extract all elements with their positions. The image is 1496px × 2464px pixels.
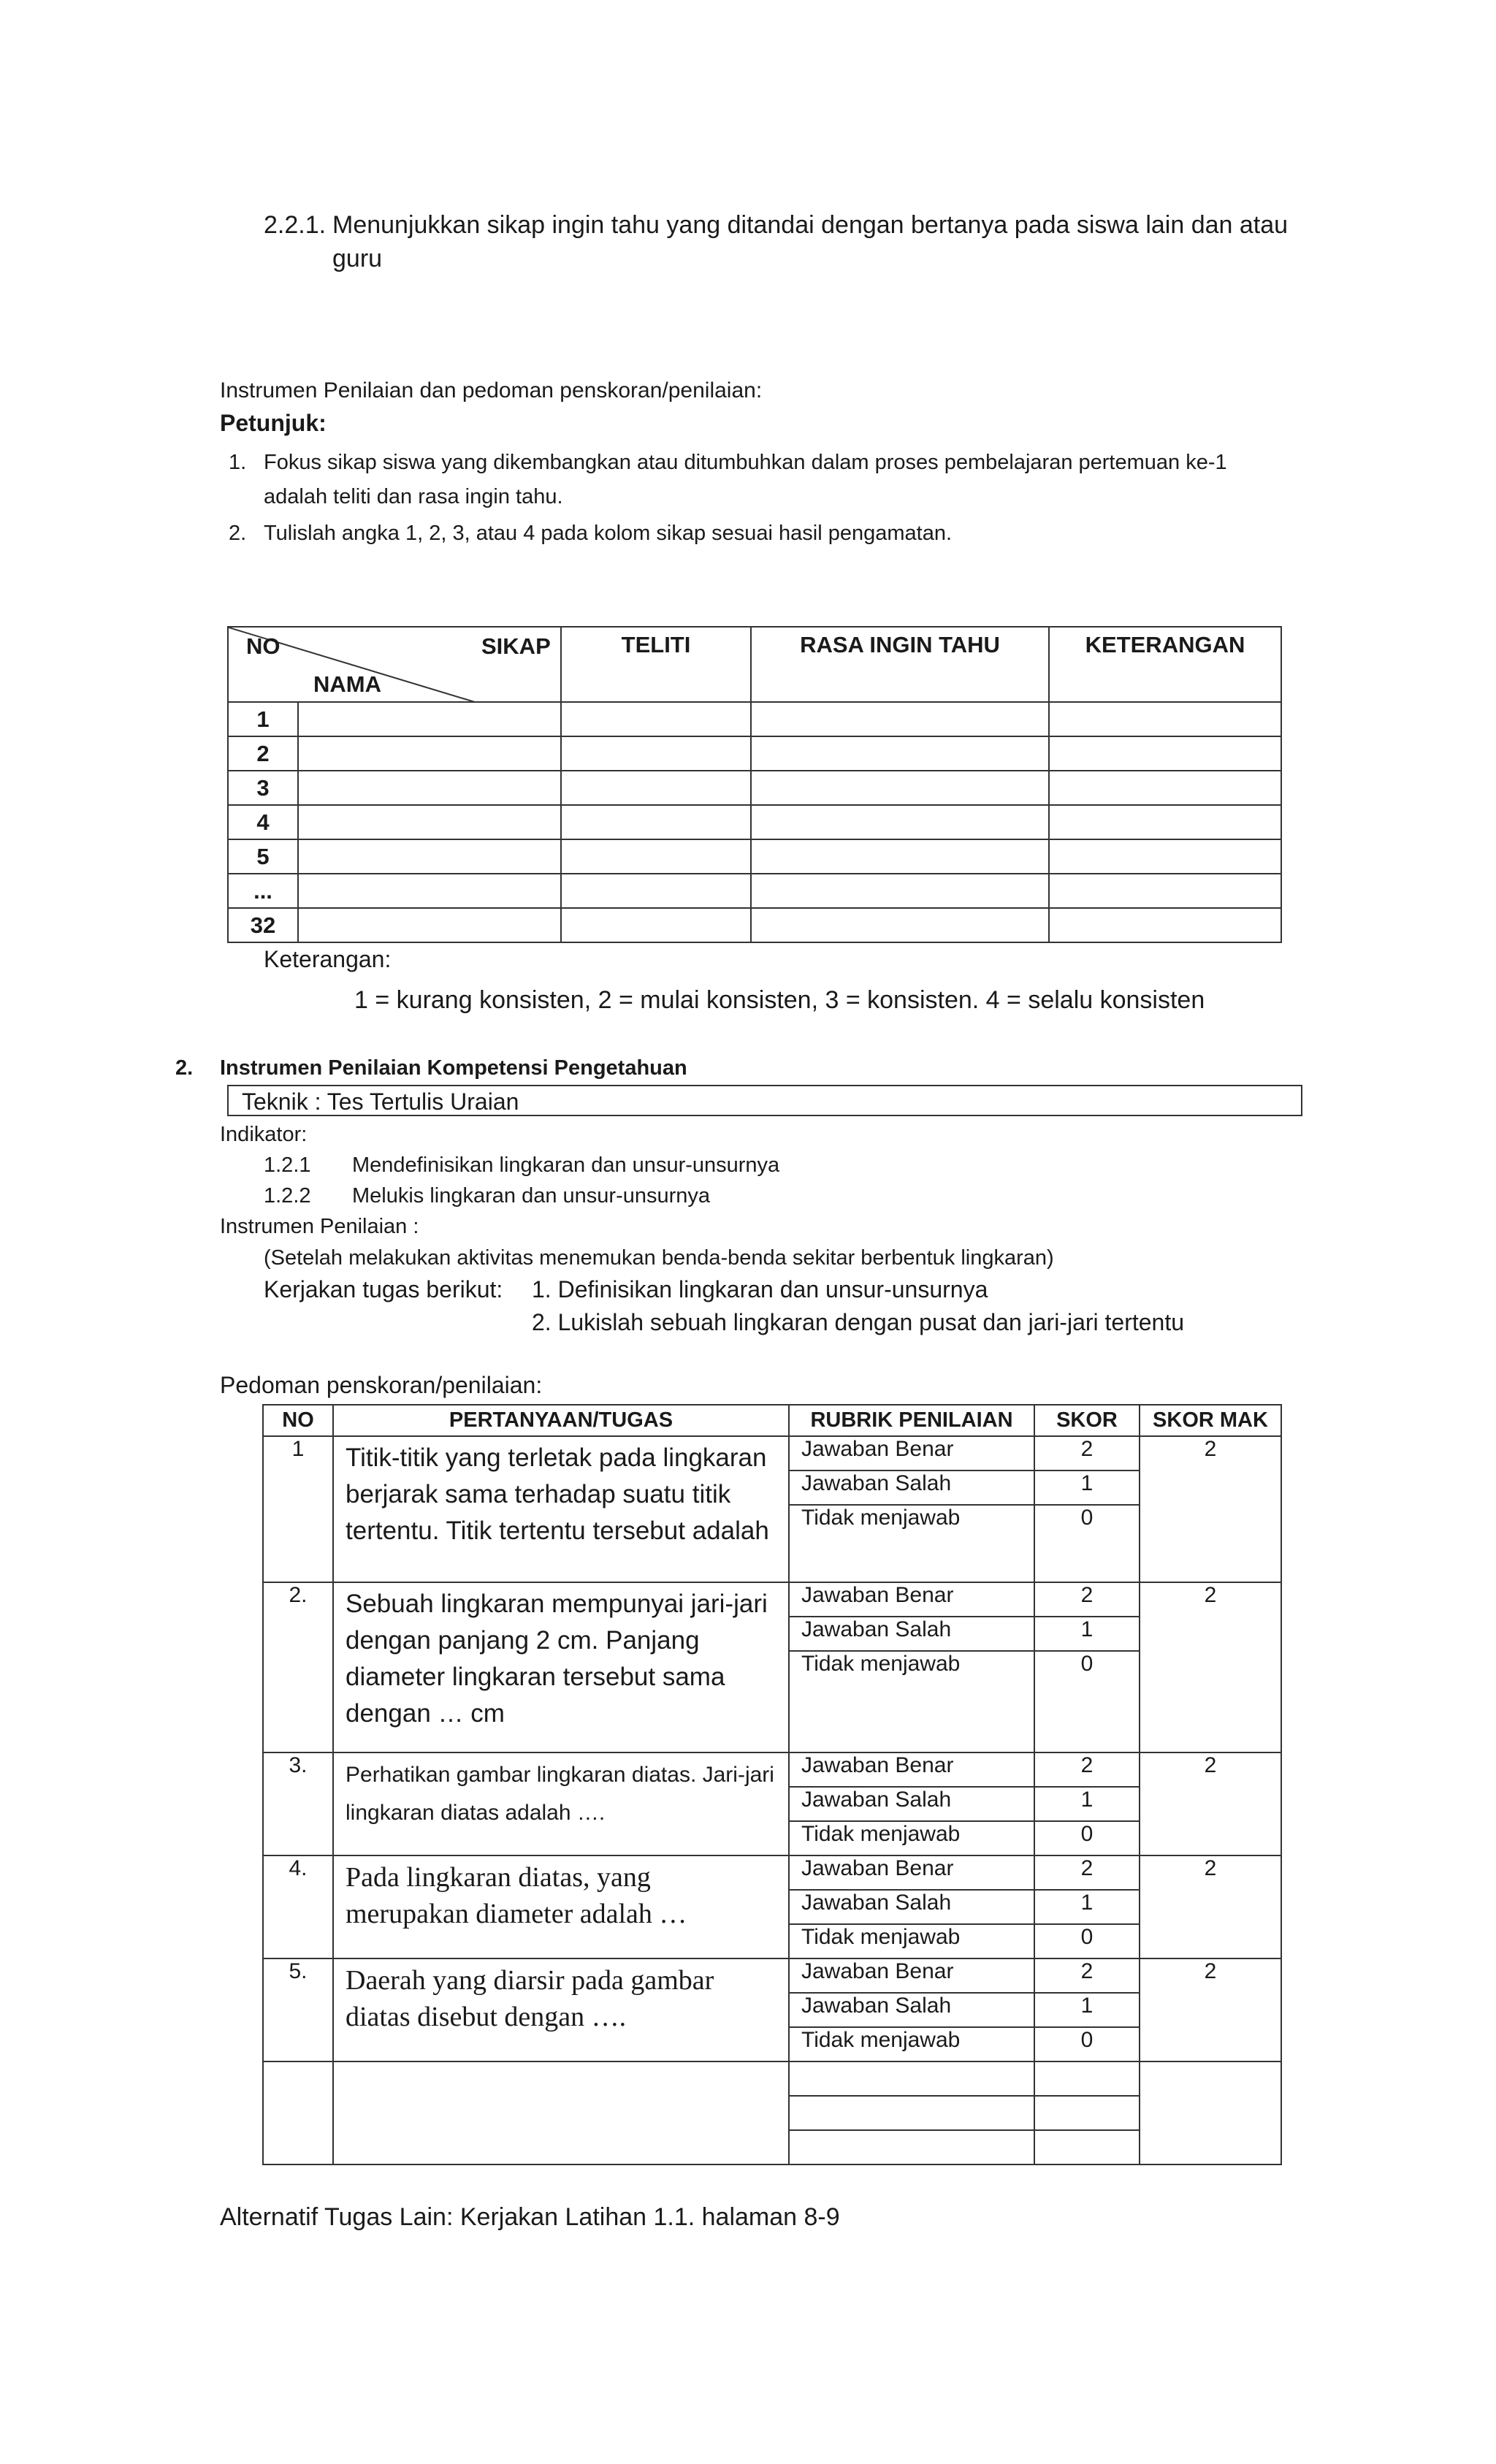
row-number: 1 — [228, 702, 298, 736]
question-text: Titik-titik yang terletak pada lingkaran berjarak sama terhadap suatu titik tertentu. Titik tertentu tersebut adalah — [333, 1436, 789, 1582]
rubric-cell: Jawaban Benar — [789, 1958, 1034, 1993]
row-number: 32 — [228, 908, 298, 942]
indicator-2-text: Melukis lingkaran dan unsur-unsurnya — [352, 1184, 711, 1208]
instruction-2-number: 2. — [229, 522, 247, 545]
attitude-table — [227, 626, 1282, 943]
header-rubric: RUBRIK PENILAIAN — [789, 1405, 1034, 1436]
rubric-cell: Tidak menjawab — [789, 1651, 1034, 1752]
table-row — [263, 1958, 1281, 1993]
question-number: 5. — [263, 1958, 333, 2061]
row-number: 4 — [228, 805, 298, 839]
header-no: NO — [263, 1405, 333, 1436]
question-text: Sebuah lingkaran mempunyai jari-jari dengan panjang 2 cm. Panjang diameter lingkaran tersebut sama dengan … cm — [333, 1582, 789, 1752]
table-row — [228, 839, 1281, 874]
rubric-cell: Tidak menjawab — [789, 1821, 1034, 1855]
row-number: 3 — [228, 771, 298, 805]
keterangan-text: 1 = kurang konsisten, 2 = mulai konsisten, 3 = konsisten. 4 = selalu konsisten — [354, 986, 1205, 1014]
score-cell: 1 — [1034, 1890, 1140, 1924]
indicator-1-text: Mendefinisikan lingkaran dan unsur-unsurnya — [352, 1153, 780, 1177]
score-cell: 2 — [1034, 1752, 1140, 1787]
instruction-2-line1: Tulislah angka 1, 2, 3, atau 4 pada kolom sikap sesuai hasil pengamatan. — [264, 522, 953, 545]
score-cell: 2 — [1034, 1436, 1140, 1471]
row-number: 2 — [228, 736, 298, 771]
max-score-cell: 2 — [1140, 1752, 1281, 1855]
header-question: PERTANYAAN/TUGAS — [333, 1405, 789, 1436]
indicator-text-line1: Menunjukkan sikap ingin tahu yang ditandai dengan bertanya pada siswa lain dan atau — [332, 211, 1289, 239]
context-text: (Setelah melakukan aktivitas menemukan benda-benda sekitar berbentuk lingkaran) — [264, 1246, 1054, 1270]
table-row — [228, 702, 1281, 736]
table-row — [263, 1855, 1281, 1890]
table-row — [263, 1752, 1281, 1787]
question-number: 4. — [263, 1855, 333, 1958]
instrument-label: Instrumen Penilaian : — [220, 1215, 419, 1238]
max-score-cell: 2 — [1140, 1582, 1281, 1752]
corner-no-label: NO — [246, 633, 280, 659]
rubric-cell: Jawaban Benar — [789, 1855, 1034, 1890]
question-text: Pada lingkaran diatas, yang merupakan diameter adalah … — [333, 1855, 789, 1958]
score-cell: 0 — [1034, 2027, 1140, 2061]
section2-number: 2. — [175, 1056, 194, 1080]
header-teliti: TELITI — [561, 627, 751, 702]
technique-text: Teknik : Tes Tertulis Uraian — [242, 1088, 519, 1115]
corner-nama-label: NAMA — [313, 671, 381, 697]
score-cell: 2 — [1034, 1855, 1140, 1890]
task-2: 2. Lukislah sebuah lingkaran dengan pusat dan jari-jari tertentu — [532, 1309, 1185, 1335]
rubric-cell: Jawaban Benar — [789, 1752, 1034, 1787]
score-cell: 1 — [1034, 1993, 1140, 2027]
rubric-cell: Tidak menjawab — [789, 1505, 1034, 1582]
indicator-number: 2.2.1. — [264, 211, 327, 239]
score-cell: 0 — [1034, 1505, 1140, 1582]
instruction-1-line2: adalah teliti dan rasa ingin tahu. — [264, 485, 563, 508]
table-row — [228, 908, 1281, 942]
rubric-cell: Jawaban Benar — [789, 1436, 1034, 1471]
indicator-label: Indikator: — [220, 1123, 308, 1146]
row-number: 5 — [228, 839, 298, 874]
table-row — [228, 805, 1281, 839]
scoring-table — [262, 1404, 1282, 2165]
section2-title: Instrumen Penilaian Kompetensi Pengetahuan — [220, 1056, 687, 1080]
table-row — [228, 874, 1281, 908]
rubric-cell: Jawaban Salah — [789, 1617, 1034, 1651]
table-row — [228, 736, 1281, 771]
max-score-cell: 2 — [1140, 1436, 1281, 1582]
header-score: SKOR — [1034, 1405, 1140, 1436]
indicator-text-line2: guru — [332, 245, 383, 272]
task-label: Kerjakan tugas berikut: — [264, 1276, 503, 1302]
indicator-1-number: 1.2.1 — [264, 1153, 311, 1177]
indicator-2-number: 1.2.2 — [264, 1184, 311, 1208]
keterangan-label: Keterangan: — [264, 946, 392, 972]
question-text: Perhatikan gambar lingkaran diatas. Jari-jari lingkaran diatas adalah …. — [333, 1752, 789, 1855]
question-number: 2. — [263, 1582, 333, 1752]
question-text: Daerah yang diarsir pada gambar diatas disebut dengan …. — [333, 1958, 789, 2061]
rubric-cell: Jawaban Salah — [789, 1787, 1034, 1821]
header-keterangan: KETERANGAN — [1049, 627, 1281, 702]
score-cell: 1 — [1034, 1471, 1140, 1505]
rubric-cell: Jawaban Benar — [789, 1582, 1034, 1617]
instrument-title: Instrumen Penilaian dan pedoman penskoran/penilaian: — [220, 378, 763, 403]
guide-title: Pedoman penskoran/penilaian: — [220, 1372, 543, 1398]
score-cell: 0 — [1034, 1821, 1140, 1855]
rubric-cell: Jawaban Salah — [789, 1471, 1034, 1505]
score-cell: 2 — [1034, 1582, 1140, 1617]
rubric-cell: Tidak menjawab — [789, 1924, 1034, 1958]
alternative-task: Alternatif Tugas Lain: Kerjakan Latihan 1.1. halaman 8-9 — [220, 2203, 840, 2231]
row-number: ... — [228, 874, 298, 908]
table-corner-cell — [228, 627, 561, 702]
corner-sikap-label: SIKAP — [481, 633, 551, 659]
score-cell: 0 — [1034, 1924, 1140, 1958]
table-row — [228, 771, 1281, 805]
score-cell: 2 — [1034, 1958, 1140, 1993]
score-cell: 1 — [1034, 1617, 1140, 1651]
rubric-cell: Jawaban Salah — [789, 1890, 1034, 1924]
question-number: 3. — [263, 1752, 333, 1855]
header-max-score: SKOR MAK — [1140, 1405, 1281, 1436]
task-1: 1. Definisikan lingkaran dan unsur-unsurnya — [532, 1276, 988, 1302]
score-cell: 0 — [1034, 1651, 1140, 1752]
table-row — [263, 1436, 1281, 1471]
instruction-1-number: 1. — [229, 451, 247, 474]
instructions-heading: Petunjuk: — [220, 410, 327, 436]
table-row — [263, 1582, 1281, 1617]
question-number: 1 — [263, 1436, 333, 1582]
empty-table-row — [263, 2061, 1281, 2096]
score-cell: 1 — [1034, 1787, 1140, 1821]
max-score-cell: 2 — [1140, 1855, 1281, 1958]
rubric-cell: Jawaban Salah — [789, 1993, 1034, 2027]
technique-box — [227, 1085, 1302, 1116]
instruction-1-line1: Fokus sikap siswa yang dikembangkan atau ditumbuhkan dalam proses pembelajaran pertemuan ke-1 — [264, 451, 1227, 474]
max-score-cell: 2 — [1140, 1958, 1281, 2061]
rubric-cell: Tidak menjawab — [789, 2027, 1034, 2061]
header-rasa-ingin-tahu: RASA INGIN TAHU — [751, 627, 1049, 702]
